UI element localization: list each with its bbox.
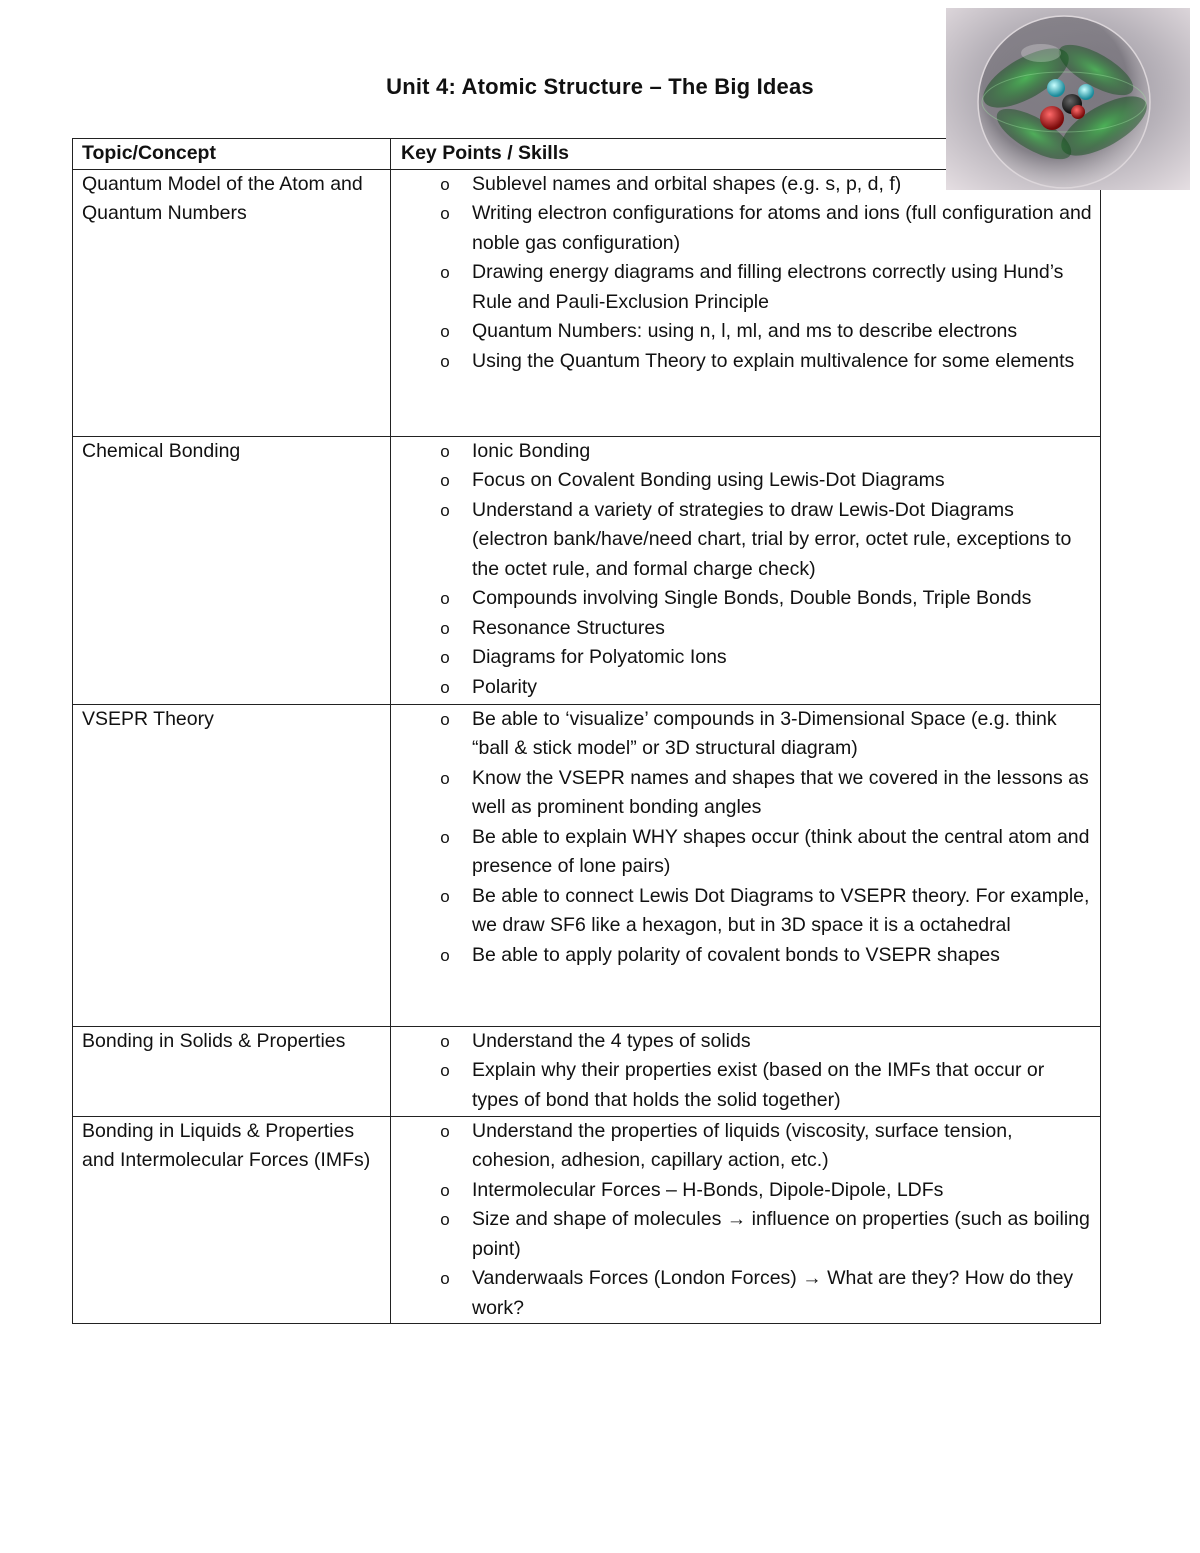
bullet-icon: o: [440, 351, 450, 371]
bullet-icon: o: [440, 677, 450, 697]
bullet-icon: o: [440, 1031, 450, 1051]
points-cell: [391, 1026, 1101, 1116]
list-item: o Sublevel names and orbital shapes (e.g. s, p, d, f): [472, 170, 1092, 200]
bullet-icon: o: [440, 768, 450, 788]
list-item: o Be able to connect Lewis Dot Diagrams to VSEPR theory. For example, we draw SF6 like a hexagon, but in 3D space it is a octahedral: [472, 882, 1092, 941]
header-topic-concept: Topic/Concept: [73, 139, 391, 170]
points-cell: [391, 704, 1101, 1026]
bullet-icon: o: [440, 263, 450, 282]
list-item: o Quantum Numbers: using n, l, ml, and ms to describe electrons: [472, 317, 1092, 347]
points-cell: [391, 169, 1101, 436]
page-title: Unit 4: Atomic Structure – The Big Ideas: [386, 74, 814, 99]
bullet-icon: o: [440, 1061, 450, 1080]
bullet-icon: o: [440, 322, 450, 341]
list-item: o Using the Quantum Theory to explain multivalence for some elements: [472, 347, 1092, 377]
topic-cell: Quantum Model of the Atom and Quantum Numbers: [73, 169, 391, 436]
bullet-icon: o: [440, 204, 450, 223]
topic-cell: VSEPR Theory: [73, 704, 391, 1026]
header-key-points: Key Points / Skills: [391, 139, 1101, 170]
bullet-icon: o: [440, 500, 450, 520]
list-item: o Vanderwaals Forces (London Forces) → What are they? How do they work?: [472, 1264, 1092, 1323]
points-cell: [391, 436, 1101, 704]
key-points-list: [400, 705, 1092, 971]
topic-cell: Bonding in Solids & Properties: [73, 1026, 391, 1116]
big-ideas-table: [72, 138, 1101, 1324]
list-item: o Writing electron configurations for atoms and ions (full configuration and noble gas configuration): [472, 199, 1092, 258]
list-item: o Focus on Covalent Bonding using Lewis-Dot Diagrams: [472, 466, 1092, 496]
points-cell: [391, 1116, 1101, 1324]
bullet-icon: o: [440, 827, 450, 847]
bullet-icon: o: [440, 1210, 450, 1229]
list-item: o Be able to apply polarity of covalent bonds to VSEPR shapes: [472, 941, 1092, 971]
list-item: o Understand the 4 types of solids: [472, 1027, 1092, 1057]
table-row: [73, 704, 1101, 1026]
bullet-icon: o: [440, 618, 450, 638]
list-item: o Be able to ‘visualize’ compounds in 3-Dimensional Space (e.g. think “ball & stick model” or 3D structural diagram): [472, 705, 1092, 764]
key-points-list: [400, 437, 1092, 703]
table-row: [73, 1026, 1101, 1116]
list-item: o Drawing energy diagrams and filling electrons correctly using Hund’s Rule and Pauli-Exclusion Principle: [472, 258, 1092, 317]
bullet-icon: o: [440, 441, 450, 461]
list-item: o Size and shape of molecules → influence on properties (such as boiling point): [472, 1205, 1092, 1264]
bullet-icon: o: [440, 886, 450, 906]
list-item: o Compounds involving Single Bonds, Double Bonds, Triple Bonds: [472, 584, 1092, 614]
atom-model-image: [946, 8, 1190, 190]
bullet-icon: o: [440, 945, 450, 965]
table-row: [73, 1116, 1101, 1324]
bullet-icon: o: [440, 589, 450, 608]
bullet-icon: o: [440, 1180, 450, 1200]
table-row: [73, 169, 1101, 436]
key-points-list: [400, 1117, 1092, 1324]
list-item: o Understand a variety of strategies to draw Lewis-Dot Diagrams (electron bank/have/need chart, trial by error, octet rule, exceptions to the octet rule, and formal charge check): [472, 496, 1092, 585]
list-item: o Explain why their properties exist (based on the IMFs that occur or types of bond that holds the solid together): [472, 1056, 1092, 1115]
topic-cell: Chemical Bonding: [73, 436, 391, 704]
list-item: o Resonance Structures: [472, 614, 1092, 644]
bullet-icon: o: [440, 1121, 450, 1141]
key-points-list: [400, 170, 1092, 377]
list-item: o Polarity: [472, 673, 1092, 703]
list-item: o Intermolecular Forces – H-Bonds, Dipole-Dipole, LDFs: [472, 1176, 1092, 1206]
list-item: o Be able to explain WHY shapes occur (think about the central atom and presence of lone pairs): [472, 823, 1092, 882]
list-item: o Know the VSEPR names and shapes that we covered in the lessons as well as prominent bonding angles: [472, 764, 1092, 823]
bullet-icon: o: [440, 648, 450, 667]
table-row: [73, 436, 1101, 704]
key-points-list: [400, 1027, 1092, 1116]
bullet-icon: o: [440, 174, 450, 194]
list-item: o Understand the properties of liquids (viscosity, surface tension, cohesion, adhesion, capillary action, etc.): [472, 1117, 1092, 1176]
list-item: o Ionic Bonding: [472, 437, 1092, 467]
list-item: o Diagrams for Polyatomic Ions: [472, 643, 1092, 673]
topic-cell: Bonding in Liquids & Properties and Intermolecular Forces (IMFs): [73, 1116, 391, 1324]
bullet-icon: o: [440, 1269, 450, 1288]
bullet-icon: o: [440, 709, 450, 729]
bullet-icon: o: [440, 471, 450, 490]
